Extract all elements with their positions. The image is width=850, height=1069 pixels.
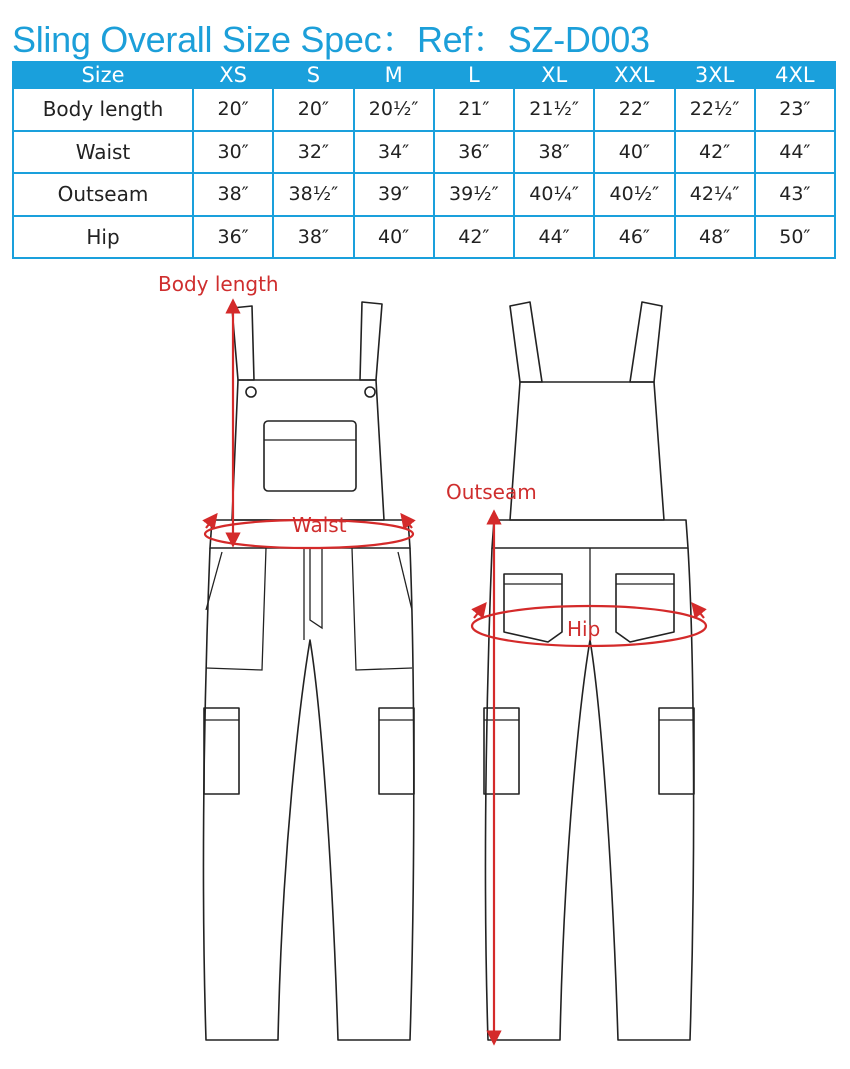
table-cell: 40″: [354, 216, 434, 259]
table-cell: 22″: [594, 88, 674, 131]
table-cell: 39″: [354, 173, 434, 216]
table-row-hip: [13, 216, 835, 259]
right-button-icon: [365, 387, 375, 397]
back-waistband: [492, 520, 688, 548]
table-cell: 42″: [434, 216, 514, 259]
hip-label: Hip: [567, 617, 601, 641]
chest-pocket: [264, 421, 356, 491]
front-overall-drawing: [203, 302, 414, 1040]
table-cell: 43″: [755, 173, 835, 216]
table-cell: 42¼″: [675, 173, 755, 216]
table-cell: 38″: [273, 216, 353, 259]
back-overall-drawing: [484, 302, 694, 1040]
header-cell-4xl: 4XL: [755, 62, 835, 88]
header-cell-s: S: [273, 62, 353, 88]
table-cell: 21″: [434, 88, 514, 131]
measurement-annotations: [158, 272, 706, 1038]
table-row-waist: [13, 131, 835, 174]
back-right-cargo-pocket: [659, 708, 694, 794]
header-cell-xxl: XXL: [594, 62, 674, 88]
row-label: Hip: [13, 216, 193, 259]
table-cell: 36″: [434, 131, 514, 174]
back-right-strap: [630, 302, 662, 382]
table-cell: 21½″: [514, 88, 594, 131]
table-cell: 46″: [594, 216, 674, 259]
table-cell: 20″: [193, 88, 273, 131]
row-label: Body length: [13, 88, 193, 131]
header-cell-xs: XS: [193, 62, 273, 88]
table-cell: 42″: [675, 131, 755, 174]
row-label: Waist: [13, 131, 193, 174]
front-right-cargo-pocket: [379, 708, 414, 794]
header-cell-size: Size: [13, 62, 193, 88]
table-cell: 32″: [273, 131, 353, 174]
waist-label: Waist: [292, 513, 347, 537]
table-cell: 38″: [193, 173, 273, 216]
table-cell: 50″: [755, 216, 835, 259]
table-cell: 44″: [514, 216, 594, 259]
header-cell-m: M: [354, 62, 434, 88]
overall-diagram: [0, 260, 850, 1065]
front-left-strap: [232, 306, 254, 380]
table-cell: 30″: [193, 131, 273, 174]
front-bib: [232, 380, 384, 520]
size-spec-table: [12, 61, 836, 259]
header-cell-xl: XL: [514, 62, 594, 88]
table-cell: 22½″: [675, 88, 755, 131]
table-cell: 44″: [755, 131, 835, 174]
table-cell: 40¼″: [514, 173, 594, 216]
table-header-row: [13, 62, 835, 88]
outseam-label: Outseam: [446, 480, 537, 504]
header-cell-l: L: [434, 62, 514, 88]
table-cell: 48″: [675, 216, 755, 259]
table-cell: 23″: [755, 88, 835, 131]
table-cell: 40″: [594, 131, 674, 174]
row-label: Outseam: [13, 173, 193, 216]
table-cell: 38½″: [273, 173, 353, 216]
page-title: Sling Overall Size Spec：Ref：SZ-D003: [12, 19, 650, 60]
table-cell: 34″: [354, 131, 434, 174]
table-row-outseam: [13, 173, 835, 216]
table-cell: 39½″: [434, 173, 514, 216]
table-row-body-length: [13, 88, 835, 131]
front-right-strap: [360, 302, 382, 380]
table-cell: 40½″: [594, 173, 674, 216]
back-left-strap: [510, 302, 542, 382]
table-cell: 38″: [514, 131, 594, 174]
back-left-cargo-pocket: [484, 708, 519, 794]
table-cell: 20″: [273, 88, 353, 131]
table-cell: 36″: [193, 216, 273, 259]
body-length-label: Body length: [158, 272, 279, 296]
left-button-icon: [246, 387, 256, 397]
header-cell-3xl: 3XL: [675, 62, 755, 88]
front-left-cargo-pocket: [204, 708, 239, 794]
table-cell: 20½″: [354, 88, 434, 131]
